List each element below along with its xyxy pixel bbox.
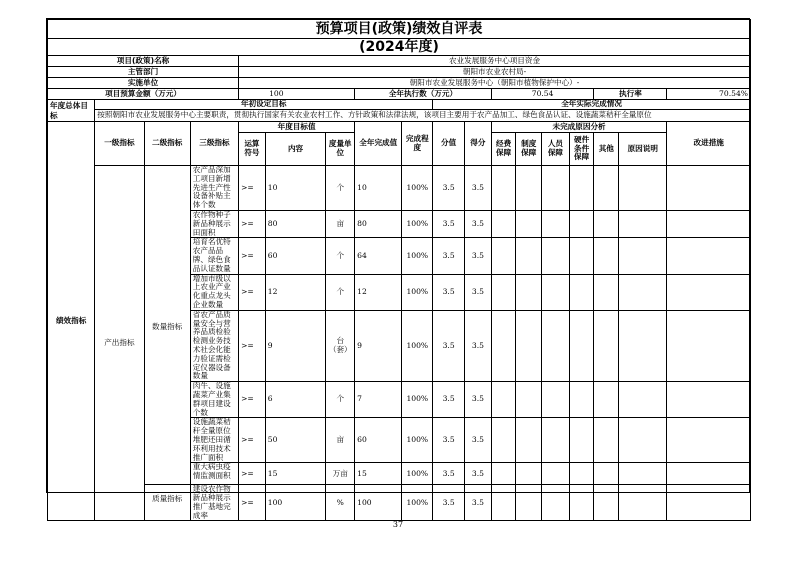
perf-indicator-label: 绩效指标 (48, 122, 95, 521)
got-cell: 3.5 (465, 310, 492, 381)
budget-value: 100 (239, 89, 355, 100)
indicator-name: 省农产品质量安全与营养品质检验检测业务技术社会化能力验证需检定仪器设备数量 (190, 310, 238, 381)
unit-cell: 个 (326, 166, 355, 211)
score-cell: 3.5 (433, 274, 465, 310)
quality-indicator-cell: 质量指标 (144, 485, 190, 521)
completion-cell: 100% (402, 238, 433, 274)
table-row (48, 166, 751, 211)
unit-cell: % (326, 485, 355, 521)
initial-goal-label: 年初设定目标 (95, 100, 433, 110)
econ-header: 经费保障 (491, 133, 516, 166)
content-cell: 80 (265, 210, 326, 237)
operator-cell: >= (239, 463, 266, 485)
content-cell: 6 (265, 382, 326, 418)
operator-cell: >= (239, 238, 266, 274)
unit-cell: 台（套） (326, 310, 355, 381)
other-header: 其他 (594, 133, 619, 166)
indicator-name: 重大病虫疫情监测面积 (190, 463, 238, 485)
content-header: 内容 (265, 133, 326, 166)
score-cell: 3.5 (433, 485, 465, 521)
completion-cell: 100% (402, 382, 433, 418)
score-cell: 3.5 (433, 418, 465, 463)
operator-cell: >= (239, 210, 266, 237)
exec-rate-label: 执行率 (594, 89, 667, 100)
hardware-header: 硬件条件保障 (569, 133, 594, 166)
got-header: 得分 (465, 122, 492, 166)
actual-cell: 15 (355, 463, 402, 485)
unit-label: 实施单位 (48, 78, 239, 89)
content-cell: 10 (265, 166, 326, 211)
budget-label: 项目预算金额（万元） (48, 89, 239, 100)
staff-header: 人员保障 (542, 133, 570, 166)
improve-header: 改进措施 (667, 122, 751, 166)
unit-cell: 个 (326, 238, 355, 274)
annual-goal-label: 年度总体目标 (48, 100, 95, 122)
actual-cell: 80 (355, 210, 402, 237)
actual-cell: 9 (355, 310, 402, 381)
score-cell: 3.5 (433, 382, 465, 418)
actual-cell: 7 (355, 382, 402, 418)
content-cell: 15 (265, 463, 326, 485)
operator-header: 运算符号 (239, 133, 266, 166)
score-header: 分值 (433, 122, 465, 166)
target-group-header: 年度目标值 (239, 122, 355, 133)
actual-cell: 60 (355, 418, 402, 463)
quantity-indicator-label: 数量指标 (151, 322, 183, 332)
level3-header: 三级指标 (190, 122, 238, 166)
table-row (48, 485, 751, 521)
indicator-name: 增加市级以上农业产业化重点龙头企业数量 (190, 274, 238, 310)
project-name-label: 项目(政策)名称 (48, 56, 239, 67)
completion-cell: 100% (402, 274, 433, 310)
reason-group-header: 未完成原因分析 (491, 122, 667, 133)
operator-cell: >= (239, 274, 266, 310)
got-cell: 3.5 (465, 238, 492, 274)
operator-cell: >= (239, 382, 266, 418)
got-cell: 3.5 (465, 210, 492, 237)
operator-cell: >= (239, 485, 266, 521)
level2-header: 二级指标 (144, 122, 190, 166)
form-subtitle: (2024年度) (48, 39, 751, 56)
operator-cell: >= (239, 166, 266, 211)
exec-amount-value: 70.54 (491, 89, 594, 100)
unit-cell: 万亩 (326, 463, 355, 485)
completion-cell: 100% (402, 463, 433, 485)
evaluation-table (47, 19, 751, 521)
content-cell: 60 (265, 238, 326, 274)
completion-cell: 100% (402, 418, 433, 463)
form-title: 预算项目(政策)绩效自评表 (48, 20, 751, 39)
output-indicator-cell: 产出指标 (95, 166, 144, 521)
content-cell: 12 (265, 274, 326, 310)
unit-cell: 亩 (326, 210, 355, 237)
unit-cell: 个 (326, 274, 355, 310)
actual-cell: 10 (355, 166, 402, 211)
system-header: 制度保障 (516, 133, 542, 166)
actual-cell: 12 (355, 274, 402, 310)
completion-cell: 100% (402, 210, 433, 237)
operator-cell: >= (239, 310, 266, 381)
actual-cell: 100 (355, 485, 402, 521)
actual-header: 全年完成值 (355, 122, 402, 166)
evaluation-form (46, 18, 750, 520)
completion-cell: 100% (402, 310, 433, 381)
project-name-value: 农业发展服务中心项目资金 (239, 56, 751, 67)
score-cell: 3.5 (433, 310, 465, 381)
indicator-name: 农产品深加工项目新增先进生产性设备补贴主体个数 (190, 166, 238, 211)
indicator-name: 农作物种子新品种展示田面积 (190, 210, 238, 237)
actual-cell: 64 (355, 238, 402, 274)
got-cell: 3.5 (465, 485, 492, 521)
score-cell: 3.5 (433, 166, 465, 211)
indicator-name: 建设农作物新品种展示推广基地完成率 (190, 485, 238, 521)
score-cell: 3.5 (433, 238, 465, 274)
completion-cell: 100% (402, 485, 433, 521)
page-number: 37 (392, 520, 404, 529)
content-cell: 100 (265, 485, 326, 521)
dept-label: 主管部门 (48, 67, 239, 78)
completion-header: 完成程度 (402, 122, 433, 166)
level1-header: 一级指标 (95, 122, 144, 166)
unit-cell: 亩 (326, 418, 355, 463)
goal-text: 按照朝阳市农业发展服务中心主要职责，贯彻执行国家有关农业农村工作、方针政策和法律法规，该项目主要用于农产品加工、绿色食品认证、设施蔬菜秸秆全量原位 (95, 110, 751, 122)
operator-cell: >= (239, 418, 266, 463)
got-cell: 3.5 (465, 463, 492, 485)
completion-cell: 100% (402, 166, 433, 211)
got-cell: 3.5 (465, 166, 492, 211)
indicator-name: 肉牛、设施蔬菜产业集群项目建设个数 (190, 382, 238, 418)
reason-header: 原因说明 (619, 133, 667, 166)
content-cell: 9 (265, 310, 326, 381)
actual-goal-label: 全年实际完成情况 (433, 100, 751, 110)
dept-value: 朝阳市农业农村局- (239, 67, 751, 78)
unit-cell: 个 (326, 382, 355, 418)
exec-rate-value: 70.54% (667, 89, 751, 100)
score-cell: 3.5 (433, 463, 465, 485)
unit-value: 朝阳市农业发展服务中心（朝阳市植物保护中心）- (239, 78, 751, 89)
unit-header: 度量单位 (326, 133, 355, 166)
indicator-name: 设施蔬菜秸秆全量原位堆肥还田循环利用技术推广面积 (190, 418, 238, 463)
exec-amount-label: 全年执行数（万元） (355, 89, 492, 100)
indicator-name: 培育名优特农产品品牌、绿色食品认证数量 (190, 238, 238, 274)
got-cell: 3.5 (465, 382, 492, 418)
score-cell: 3.5 (433, 210, 465, 237)
content-cell: 50 (265, 418, 326, 463)
got-cell: 3.5 (465, 274, 492, 310)
got-cell: 3.5 (465, 418, 492, 463)
